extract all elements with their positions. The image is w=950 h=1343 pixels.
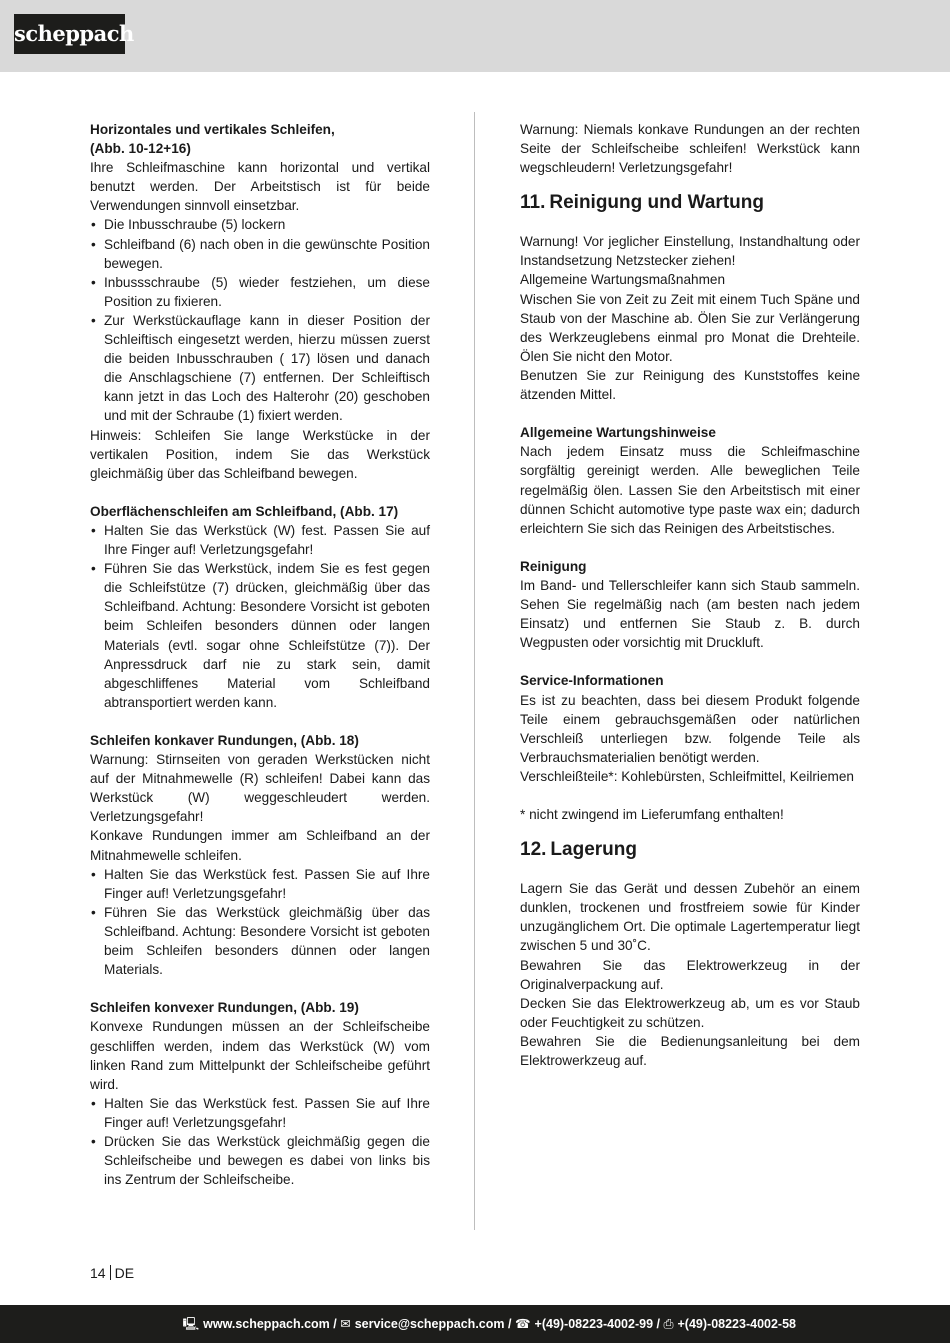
warning-paragraph: Warnung: Stirnseiten von geraden Werkstücken nicht auf der Mitnahmewelle (R) schleifen! Dabei kann das Werkstück (W) weggeschleudert werden. Verletzungsgefahr! — [90, 752, 430, 825]
subheading-text: Allgemeine Wartungsmaßnahmen — [520, 272, 726, 288]
bullet-list — [90, 1094, 430, 1189]
list-item: • Die Inbusschraube (5) lockern — [90, 215, 430, 234]
section-heading: Service-Informationen — [520, 673, 664, 689]
paragraph: Konvexe Rundungen müssen an der Schleifscheibe geschliffen werden, indem das Werkstück (W) vom linken Rand zum Mittelpunkt der Schleifscheibe geführt wird. — [90, 1019, 430, 1092]
page-separator — [110, 1265, 111, 1280]
paragraph: Im Band- und Tellerschleifer kann sich Staub sammeln. Sehen Sie regelmäßig nach (am besten nach jedem Einsatz) und entfernen Sie Staub z. B. durch Wegpusten oder vorsichtig mit Druckluft. — [520, 577, 860, 651]
section-heading: Schleifen konvexer Rundungen, (Abb. 19) — [90, 1000, 359, 1016]
page-number-value: 14 — [90, 1265, 106, 1281]
paragraph: Lagern Sie das Gerät und dessen Zubehör an einem dunklen, trockenen und frostfreiem sowie für Kinder unzugänglichem Ort. Die optimale Lagertemperatur liegt zwischen 5 und 30˚C. — [520, 881, 860, 954]
section-heading: Schleifen konkaver Rundungen, (Abb. 18) — [90, 733, 359, 748]
paragraph: Ihre Schleifmaschine kann horizontal und vertikal benutzt werden. Der Arbeitstisch ist für beide Verwendungen sinnvoll einsetzbar. — [90, 160, 430, 214]
paragraph: Konkave Rundungen immer am Schleifband an der Mitnahmewelle schleifen. — [90, 828, 430, 863]
warning-paragraph: Warnung: Niemals konkave Rundungen an der rechten Seite der Schleifscheibe schleifen! Werkstück kann wegschleudern! Verletzungsgefahr! — [520, 122, 860, 176]
section-heading: (Abb. 10-12+16) — [90, 141, 191, 157]
list-item: • Drücken Sie das Werkstück gleichmäßig gegen die Schleifscheibe und bewegen es dabei von links bis ins Zentrum der Schleifscheibe. — [90, 1132, 430, 1189]
section-heading: Horizontales und vertikales Schleifen, — [90, 122, 335, 137]
bullet-list — [90, 521, 430, 712]
chapter-number: 11. — [520, 192, 546, 214]
bullet-list — [90, 865, 430, 980]
fax-number[interactable]: +(49)-08223-4002-58 — [677, 1317, 796, 1331]
column-divider — [474, 112, 475, 1230]
chapter-title: Lagerung — [550, 839, 637, 861]
scheppach-logo[interactable]: scheppach — [14, 14, 125, 54]
chapter-title: Reinigung und Wartung — [549, 192, 764, 214]
email-link[interactable]: service@scheppach.com — [354, 1317, 505, 1331]
phone-icon: ☎ — [514, 1317, 531, 1331]
list-item: • Führen Sie das Werkstück gleichmäßig über das Schleifband. Achtung: Besondere Vorsicht ist geboten beim Schleifen besonders dünnen oder langen Materials. — [90, 903, 430, 979]
warning-paragraph: Warnung! Vor jeglicher Einstellung, Instandhaltung oder Instandsetzung Netzstecker ziehen! — [520, 234, 860, 269]
page-number — [90, 1265, 134, 1281]
website-link[interactable]: www.scheppach.com — [203, 1317, 330, 1331]
paragraph: Es ist zu beachten, dass bei diesem Produkt folgende Teile einem gebrauchsgemäßen oder natürlichen Verschleiß unterliegen bzw. folgende Teile als Verbrauchsmaterialien benötigt werden. — [520, 692, 860, 765]
right-column — [520, 120, 860, 1070]
paragraph: Decken Sie das Elektrowerkzeug ab, um es vor Staub oder Feuchtigkeit zu schützen. — [520, 995, 860, 1030]
list-item: • Halten Sie das Werkstück (W) fest. Passen Sie auf Ihre Finger auf! Verletzungsgefahr! — [90, 521, 430, 559]
list-item: • Schleifband (6) nach oben in die gewünschte Position bewegen. — [90, 235, 430, 273]
paragraph: Bewahren Sie das Elektrowerkzeug in der Originalverpackung auf. — [520, 957, 860, 992]
bullet-list — [90, 215, 430, 425]
chapter-heading — [520, 191, 860, 215]
contact-line — [182, 1305, 796, 1343]
section-heading: Allgemeine Wartungshinweise — [520, 425, 716, 441]
list-item: • Halten Sie das Werkstück fest. Passen Sie auf Ihre Finger auf! Verletzungsgefahr! — [90, 1094, 430, 1132]
separator: / — [333, 1317, 337, 1331]
left-column — [90, 120, 430, 1189]
separator: / — [656, 1317, 660, 1331]
paragraph: Nach jedem Einsatz muss die Schleifmaschine sorgfältig gereinigt werden. Alle beweglichen Teile regelmäßig ölen. Lassen Sie den Arbeitstisch mit einer dünnen Schicht automotive type paste wax ein; dadurch erleichtern Sie sich das Reinigen des Arbeitstisches. — [520, 444, 860, 536]
list-item: • Inbussschraube (5) wieder festziehen, um diese Position zu fixieren. — [90, 273, 430, 311]
footer-bar — [0, 1305, 950, 1343]
chapter-number: 12. — [520, 839, 547, 861]
paragraph: Benutzen Sie zur Reinigung des Kunststoffes keine ätzenden Mittel. — [520, 367, 860, 403]
list-item: • Führen Sie das Werkstück, indem Sie es fest gegen die Schleifstütze (7) drücken, gleichmäßig über das Schleifband. Achtung: Besondere Vorsicht ist geboten beim Schleifen besonders dünnen oder langen Materials (evtl. sogar ohne Schleifstütze (7)). Der Anpressdruck darf nie zu stark sein, damit abgeschliffenes Material vom Schleifband abtransportiert werden kann. — [90, 559, 430, 712]
hint-paragraph: Hinweis: Schleifen Sie lange Werkstücke in der vertikalen Position, indem Sie das Werkstück gleichmäßig über das Schleifband bewegen. — [90, 427, 430, 481]
fax-icon: ⎙ — [663, 1317, 674, 1331]
paragraph: Bewahren Sie die Bedienungsanleitung bei dem Elektrowerkzeug auf. — [520, 1033, 860, 1069]
chapter-heading — [520, 838, 860, 862]
language-code: DE — [114, 1265, 135, 1281]
list-item: • Halten Sie das Werkstück fest. Passen Sie auf Ihre Finger auf! Verletzungsgefahr! — [90, 865, 430, 903]
list-item: • Zur Werkstückauflage kann in dieser Position der Schleiftisch eingesetzt werden, hierzu müssen zuerst die beiden Inbusschrauben ( 17) lösen und danach die Anschlagschiene (7) entfernen. Der Schleiftisch kann jetzt in das Loch des Halterohr (20) geschoben und mit der Schraube (1) fixiert werden. — [90, 311, 430, 426]
section-heading: Reinigung — [520, 558, 587, 574]
mail-icon: ✉ — [340, 1317, 351, 1331]
paragraph: Verschleißteile*: Kohlebürsten, Schleifmittel, Keilriemen — [520, 768, 854, 784]
header-bar — [0, 0, 950, 72]
paragraph: Wischen Sie von Zeit zu Zeit mit einem Tuch Späne und Staub von der Maschine ab. Ölen Sie zur Verlängerung des Werkzeuglebens einmal pro Monat die Drehteile. Ölen Sie nicht den Motor. — [520, 291, 860, 364]
section-heading: Oberflächenschleifen am Schleifband, (Abb. 17) — [90, 503, 399, 519]
separator: / — [507, 1317, 512, 1331]
computer-icon: 🖳 — [182, 1317, 200, 1331]
phone-number[interactable]: +(49)-08223-4002-99 — [534, 1317, 654, 1331]
footnote: * nicht zwingend im Lieferumfang enthalten! — [520, 807, 784, 823]
